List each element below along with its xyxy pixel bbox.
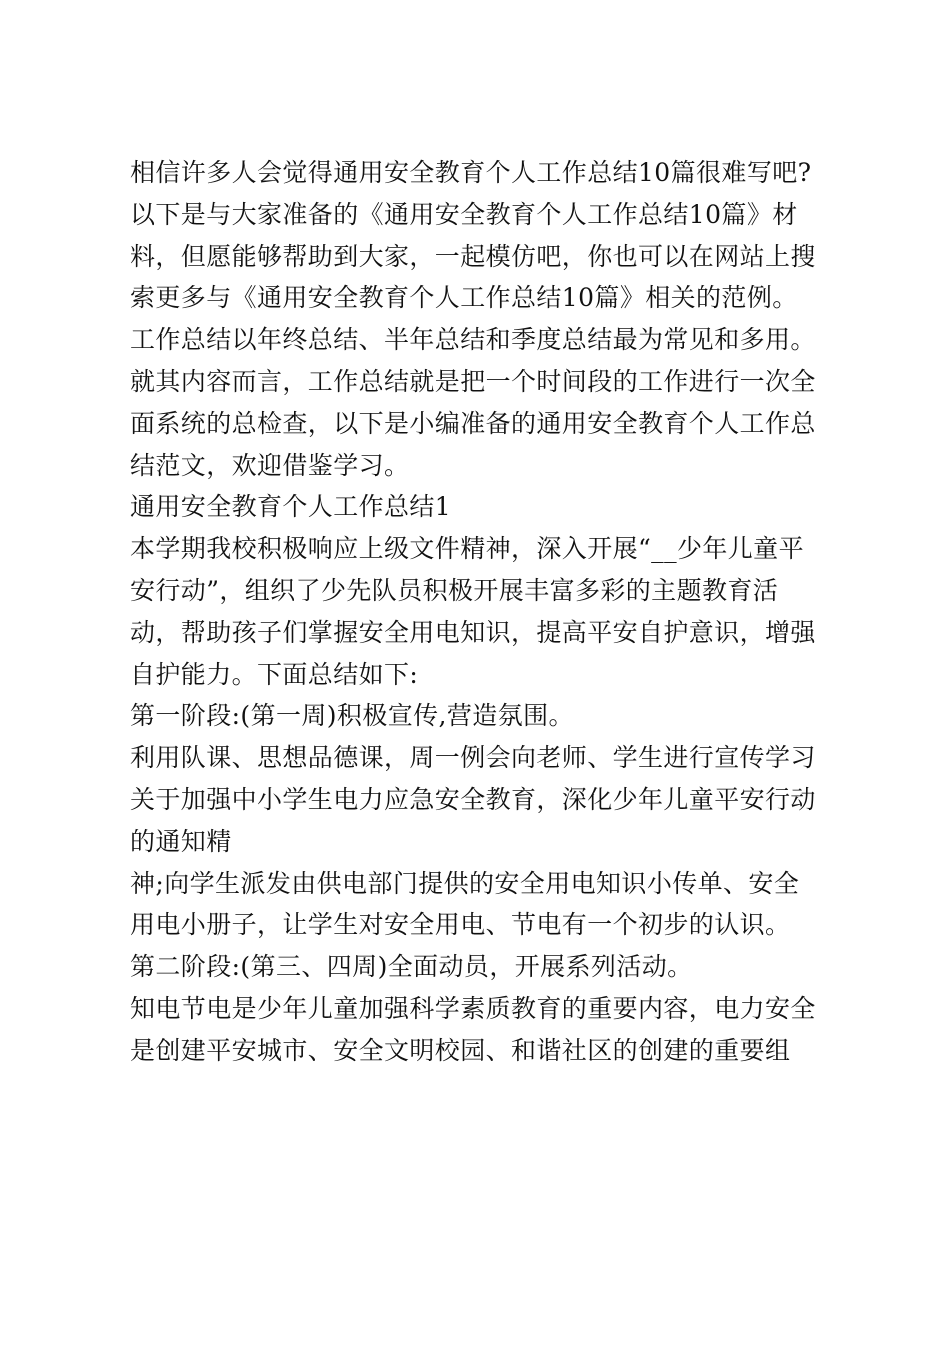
- intro-line-8: 结范文，欢迎借鉴学习。: [130, 450, 410, 480]
- body-line-3: 动，帮助孩子们掌握安全用电知识，提高平安自护意识，增强: [130, 617, 816, 647]
- intro-line-7: 面系统的总检查，以下是小编准备的通用安全教育个人工作总: [130, 408, 816, 438]
- body-line-8: 神;向学生派发由供电部门提供的安全用电知识小传单、安全: [130, 868, 800, 898]
- body-line-4: 自护能力。下面总结如下:: [130, 659, 419, 689]
- stage-one-heading: 第一阶段:(第一周)积极宣传,营造氛围。: [130, 701, 574, 731]
- document-body: [130, 152, 830, 1072]
- intro-line-3: 料，但愿能够帮助到大家，一起模仿吧，你也可以在网站上搜: [130, 241, 816, 271]
- body-line-7: 的通知精: [130, 826, 232, 856]
- body-line-9: 用电小册子，让学生对安全用电、节电有一个初步的认识。: [130, 910, 791, 940]
- body-line-1: 本学期我校积极响应上级文件精神，深入开展“__少年儿童平: [130, 534, 804, 564]
- body-line-6: 关于加强中小学生电力应急安全教育，深化少年儿童平安行动: [130, 784, 816, 814]
- intro-line-6: 就其内容而言，工作总结就是把一个时间段的工作进行一次全: [130, 366, 816, 396]
- intro-line-2: 以下是与大家准备的《通用安全教育个人工作总结10篇》材: [130, 199, 798, 229]
- body-line-10: 知电节电是少年儿童加强科学素质教育的重要内容，电力安全: [130, 993, 816, 1023]
- body-line-5: 利用队课、思想品德课，周一例会向老师、学生进行宣传学习: [130, 743, 816, 773]
- body-line-11: 是创建平安城市、安全文明校园、和谐社区的创建的重要组: [130, 1035, 791, 1065]
- body-line-2: 安行动”，组织了少先队员积极开展丰富多彩的主题教育活: [130, 575, 779, 605]
- intro-line-4: 索更多与《通用安全教育个人工作总结10篇》相关的范例。: [130, 283, 798, 313]
- stage-two-heading: 第二阶段:(第三、四周)全面动员，开展系列活动。: [130, 952, 693, 982]
- intro-line-1: 相信许多人会觉得通用安全教育个人工作总结10篇很难写吧?: [130, 158, 812, 187]
- intro-line-5: 工作总结以年终总结、半年总结和季度总结最为常见和多用。: [130, 325, 816, 355]
- section-title: 通用安全教育个人工作总结1: [130, 492, 452, 522]
